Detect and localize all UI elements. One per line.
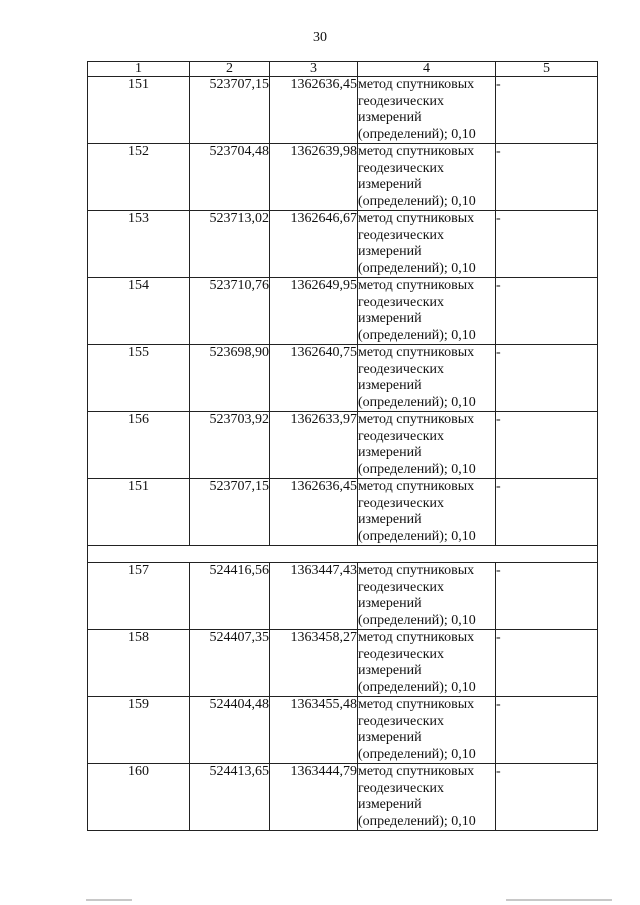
method-text-line: (определений); 0,10 — [358, 327, 476, 343]
method-text-line: измерений — [358, 663, 422, 678]
method-text-line: измерений — [358, 378, 422, 393]
header-col-1: 1 — [88, 62, 190, 77]
method-text-line: (определений); 0,10 — [358, 528, 476, 544]
method-text-line: метод спутниковых — [358, 278, 475, 293]
method-text-line: геодезических — [358, 579, 445, 595]
table-row — [88, 563, 598, 630]
note-cell: - — [496, 630, 598, 697]
y-coordinate-cell: 1362636,45 — [270, 77, 358, 144]
point-number-cell: 151 — [88, 479, 190, 546]
method-text-line: геодезических — [358, 227, 445, 243]
method-text-line: (определений); 0,10 — [358, 813, 476, 829]
method-text-line: метод спутниковых — [358, 144, 475, 159]
method-cell — [358, 278, 496, 345]
note-cell: - — [496, 764, 598, 831]
y-coordinate-cell: 1362639,98 — [270, 144, 358, 211]
note-cell: - — [496, 697, 598, 764]
method-text-line: геодезических — [358, 780, 445, 796]
method-cell — [358, 211, 496, 278]
method-text-line: измерений — [358, 445, 422, 460]
method-text-line: метод спутниковых — [358, 345, 475, 360]
point-number-cell: 153 — [88, 211, 190, 278]
table-row — [88, 479, 598, 546]
method-cell — [358, 697, 496, 764]
method-text-line: геодезических — [358, 713, 445, 729]
y-coordinate-cell: 1362649,95 — [270, 278, 358, 345]
x-coordinate-cell: 523707,15 — [190, 479, 270, 546]
method-text-line: метод спутниковых — [358, 697, 475, 712]
table-header-row — [88, 62, 598, 77]
note-cell: - — [496, 278, 598, 345]
note-cell: - — [496, 77, 598, 144]
x-coordinate-cell: 524416,56 — [190, 563, 270, 630]
method-text-line: геодезических — [358, 495, 445, 511]
y-coordinate-cell: 1363458,27 — [270, 630, 358, 697]
method-text-line: (определений); 0,10 — [358, 679, 476, 695]
y-coordinate-cell: 1362640,75 — [270, 345, 358, 412]
table-row — [88, 697, 598, 764]
x-coordinate-cell: 523704,48 — [190, 144, 270, 211]
method-text-line: (определений); 0,10 — [358, 394, 476, 410]
header-col-4: 4 — [358, 62, 496, 77]
method-text-line: (определений); 0,10 — [358, 193, 476, 209]
note-cell: - — [496, 345, 598, 412]
y-coordinate-cell: 1363444,79 — [270, 764, 358, 831]
method-text-line: (определений); 0,10 — [358, 746, 476, 762]
note-cell: - — [496, 563, 598, 630]
header-col-3: 3 — [270, 62, 358, 77]
method-text-line: метод спутниковых — [358, 479, 475, 494]
method-cell — [358, 144, 496, 211]
point-number-cell: 159 — [88, 697, 190, 764]
y-coordinate-cell: 1362633,97 — [270, 412, 358, 479]
x-coordinate-cell: 524413,65 — [190, 764, 270, 831]
method-text-line: метод спутниковых — [358, 211, 475, 226]
table-row — [88, 278, 598, 345]
point-number-cell: 160 — [88, 764, 190, 831]
point-number-cell: 154 — [88, 278, 190, 345]
point-number-cell: 157 — [88, 563, 190, 630]
table-row — [88, 412, 598, 479]
point-number-cell: 151 — [88, 77, 190, 144]
separator-cell — [88, 546, 598, 563]
method-text-line: измерений — [358, 797, 422, 812]
page-number: 30 — [313, 30, 327, 45]
table-body — [88, 77, 598, 831]
method-text-line: геодезических — [358, 428, 445, 444]
table-row — [88, 630, 598, 697]
x-coordinate-cell: 524407,35 — [190, 630, 270, 697]
y-coordinate-cell: 1362636,45 — [270, 479, 358, 546]
x-coordinate-cell: 523713,02 — [190, 211, 270, 278]
method-text-line: геодезических — [358, 294, 445, 310]
note-cell: - — [496, 412, 598, 479]
note-cell: - — [496, 211, 598, 278]
x-coordinate-cell: 523707,15 — [190, 77, 270, 144]
y-coordinate-cell: 1363447,43 — [270, 563, 358, 630]
method-text-line: метод спутниковых — [358, 412, 475, 427]
y-coordinate-cell: 1362646,67 — [270, 211, 358, 278]
x-coordinate-cell: 524404,48 — [190, 697, 270, 764]
method-cell — [358, 563, 496, 630]
method-cell — [358, 345, 496, 412]
table-row — [88, 77, 598, 144]
point-number-cell: 155 — [88, 345, 190, 412]
y-coordinate-cell: 1363455,48 — [270, 697, 358, 764]
x-coordinate-cell: 523703,92 — [190, 412, 270, 479]
method-text-line: (определений); 0,10 — [358, 461, 476, 477]
method-cell — [358, 630, 496, 697]
method-text-line: метод спутниковых — [358, 630, 475, 645]
method-cell — [358, 412, 496, 479]
point-number-cell: 156 — [88, 412, 190, 479]
method-text-line: (определений); 0,10 — [358, 612, 476, 628]
method-text-line: измерений — [358, 177, 422, 192]
table-row — [88, 764, 598, 831]
header-col-5: 5 — [496, 62, 598, 77]
method-text-line: измерений — [358, 596, 422, 611]
method-text-line: геодезических — [358, 93, 445, 109]
x-coordinate-cell: 523710,76 — [190, 278, 270, 345]
method-text-line: измерений — [358, 244, 422, 259]
note-cell: - — [496, 144, 598, 211]
table-row — [88, 345, 598, 412]
method-text-line: измерений — [358, 110, 422, 125]
point-number-cell: 152 — [88, 144, 190, 211]
method-text-line: геодезических — [358, 361, 445, 377]
table-row — [88, 211, 598, 278]
method-cell — [358, 479, 496, 546]
note-cell: - — [496, 479, 598, 546]
method-text-line: (определений); 0,10 — [358, 126, 476, 142]
method-cell — [358, 77, 496, 144]
method-text-line: метод спутниковых — [358, 563, 475, 578]
method-text-line: измерений — [358, 311, 422, 326]
method-text-line: измерений — [358, 512, 422, 527]
group-separator-row — [88, 546, 598, 563]
coordinates-table — [87, 61, 598, 831]
method-text-line: метод спутниковых — [358, 77, 475, 92]
method-text-line: геодезических — [358, 646, 445, 662]
method-cell — [358, 764, 496, 831]
x-coordinate-cell: 523698,90 — [190, 345, 270, 412]
method-text-line: метод спутниковых — [358, 764, 475, 779]
method-text-line: геодезических — [358, 160, 445, 176]
method-text-line: (определений); 0,10 — [358, 260, 476, 276]
method-text-line: измерений — [358, 730, 422, 745]
footer-scan-mark-right — [506, 899, 612, 901]
footer-scan-mark-left — [86, 899, 132, 901]
table-row — [88, 144, 598, 211]
point-number-cell: 158 — [88, 630, 190, 697]
header-col-2: 2 — [190, 62, 270, 77]
